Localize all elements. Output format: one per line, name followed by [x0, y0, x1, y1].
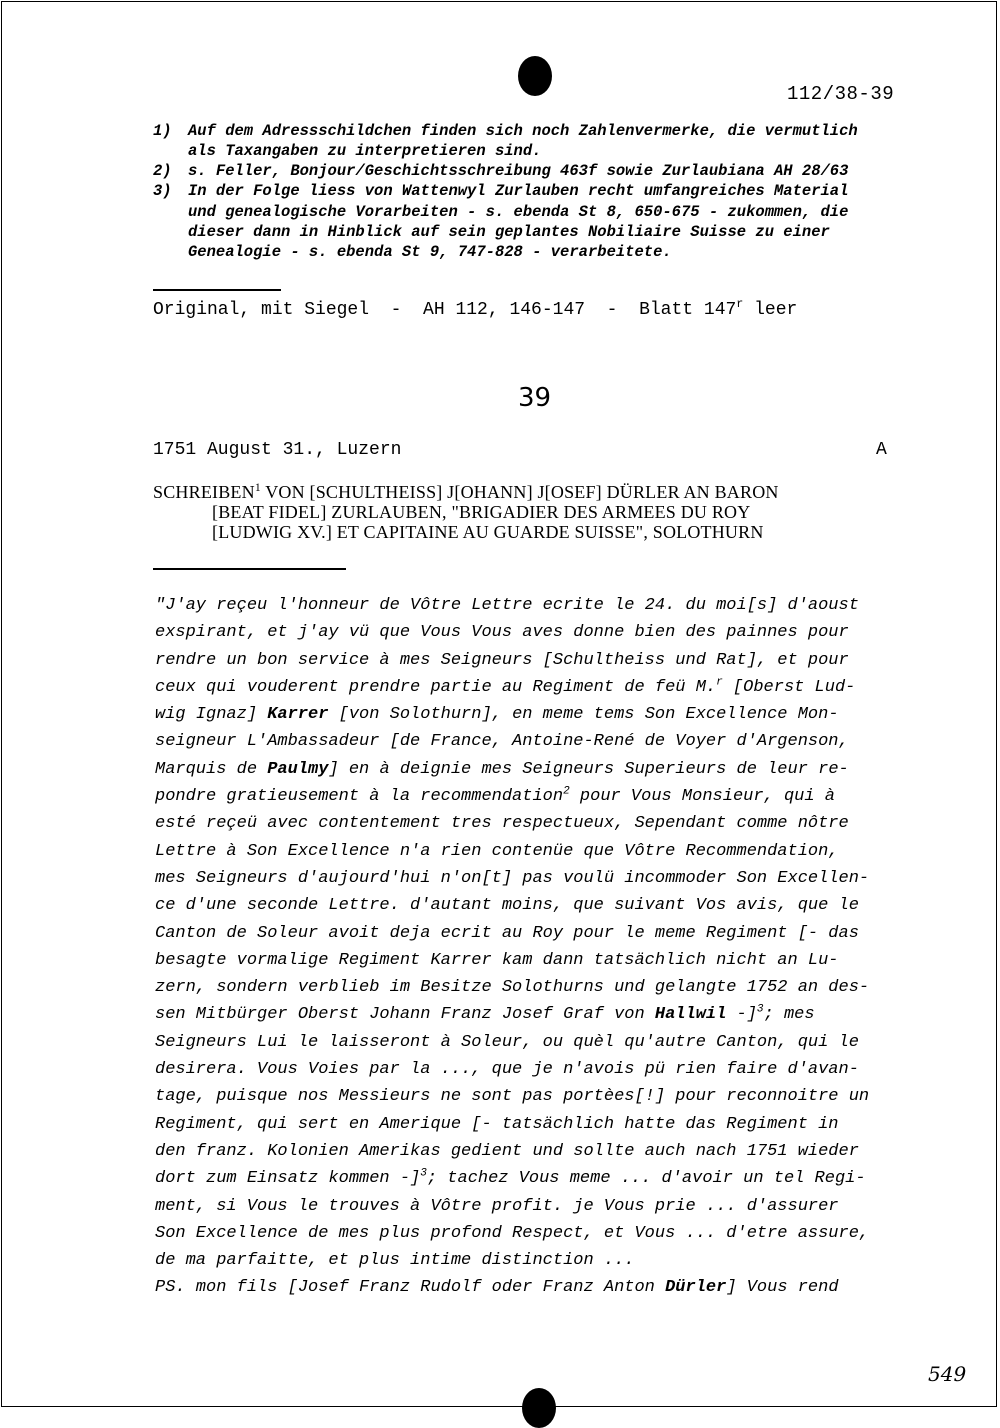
handwritten-page-number: 549: [928, 1362, 967, 1386]
body-line: seigneur L'Ambassadeur [de France, Antoine-René de Voyer d'Argenson,: [155, 732, 849, 752]
footnote-line: und genealogische Vorarbeiten - s. ebenda St 8, 650-675 - zukommen, die: [188, 203, 849, 221]
heading-line: SCHREIBEN$^1$ VON [SCHULTHEISS] J[OHANN] J[OSEF] DÜRLER AN BARON: [153, 481, 779, 502]
separator-rule: [153, 289, 281, 291]
body-line: dort zum Einsatz kommen -]$^3$; tachez Vous meme ... d'avoir un tel Regi-: [155, 1167, 866, 1189]
body-line: ceux qui vouderent prendre partie au Regiment de feü M.$^r$ [Oberst Lud-: [155, 676, 856, 697]
heading-line: [LUDWIG XV.] ET CAPITAINE AU GUARDE SUISSE", SOLOTHURN: [212, 522, 764, 542]
footnote-line: Genealogie - s. ebenda St 9, 747-828 - verarbeitete.: [188, 243, 672, 261]
footnote-line: als Taxangaben zu interpretieren sind.: [188, 142, 542, 160]
footnote-line: In der Folge liess von Wattenwyl Zurlauben recht umfangreiches Material: [188, 182, 849, 200]
body-line: PS. mon fils [Josef Franz Rudolf oder Franz Anton Dürler] Vous rend: [155, 1278, 839, 1298]
page-reference: 112/38-39: [787, 83, 895, 105]
body-line: zern, sondern verblieb im Besitze Solothurns und gelangte 1752 an des-: [155, 978, 870, 998]
document-number: 39: [518, 383, 552, 413]
heading-line: [BEAT FIDEL] ZURLAUBEN, "BRIGADIER DES ARMEES DU ROY: [212, 502, 751, 522]
body-line: ce d'une seconde Lettre. d'autant moins, que suivant Vos avis, que le: [155, 896, 859, 916]
body-line: Regiment, qui sert en Amerique [- tatsächlich hatte das Regiment in: [155, 1114, 839, 1134]
letter-body: [155, 592, 955, 1302]
body-line: den franz. Kolonien Amerikas gedient und sollte auch nach 1751 wieder: [155, 1141, 859, 1161]
body-line: besagte vormalige Regiment Karrer kam dann tatsächlich nicht an Lu-: [155, 950, 839, 970]
body-line: exspirant, et j'ay vü que Vous Vous aves donne bien des painnes pour: [155, 623, 849, 643]
body-line: rendre un bon service à mes Seigneurs [Schultheiss und Rat], et pour: [155, 650, 849, 670]
body-line: Seigneurs Lui le laisseront à Soleur, ou quèl qu'autre Canton, qui le: [155, 1032, 859, 1052]
body-line: desirera. Vous Voies par la ..., que je n'avois pü rien faire d'avan-: [155, 1060, 859, 1080]
body-line: ment, si Vous le trouves à Vôtre profit. je Vous prie ... d'assurer: [155, 1196, 839, 1216]
body-line: Lettre à Son Excellence n'a rien contenüe que Vôtre Recommendation,: [155, 841, 839, 861]
body-line: esté reçeü avec contentement tres respectueux, Sependant comme nôtre: [155, 814, 849, 834]
punch-hole-bottom: [522, 1388, 556, 1428]
document-mark: A: [876, 440, 887, 460]
separator-rule: [153, 568, 346, 570]
footnote-line: dieser dann in Hinblick auf sein geplantes Nobiliaire Suisse zu einer: [188, 223, 830, 241]
body-line: Son Excellence de mes plus profond Respect, et Vous ... d'etre assure,: [155, 1223, 870, 1243]
body-line: pondre gratieusement à la recommendation$^2$ pour Vous Monsieur, qui à: [155, 785, 835, 807]
body-line: wig Ignaz] Karrer [von Solothurn], en meme tems Son Excellence Mon-: [155, 705, 839, 725]
punch-hole-top: [518, 56, 552, 96]
footnote-line: Auf dem Adressschildchen finden sich noch Zahlenvermerke, die vermutlich: [188, 122, 858, 140]
body-line: de ma parfaitte, et plus intime distinction ...: [155, 1251, 635, 1271]
footnote-number: 2): [153, 162, 172, 180]
source-line: Original, mit Siegel - AH 112, 146-147 - Blatt 147$^r$ leer: [153, 297, 798, 320]
body-line: Canton de Soleur avoit deja ecrit au Roy pour le meme Regiment [- das: [155, 923, 859, 943]
body-line: Marquis de Paulmy] en à deignie mes Seigneurs Superieurs de leur re-: [155, 759, 849, 779]
body-line: "J'ay reçeu l'honneur de Vôtre Lettre ecrite le 24. du moi[s] d'aoust: [155, 596, 859, 615]
date-place: 1751 August 31., Luzern: [153, 440, 402, 460]
body-line: mes Seigneurs d'aujourd'hui n'on[t] pas voulü incommoder Son Excellen-: [155, 868, 870, 888]
footnote-number: 3): [153, 182, 172, 200]
body-line: sen Mitbürger Oberst Johann Franz Josef Graf von Hallwil -]$^3$; mes: [155, 1003, 815, 1025]
body-line: tage, puisque nos Messieurs ne sont pas portèes[!] pour reconnoitre un: [155, 1087, 870, 1107]
footnote-line: s. Feller, Bonjour/Geschichtsschreibung 463f sowie Zurlaubiana AH 28/63: [188, 162, 849, 180]
footnote-number: 1): [153, 122, 172, 140]
